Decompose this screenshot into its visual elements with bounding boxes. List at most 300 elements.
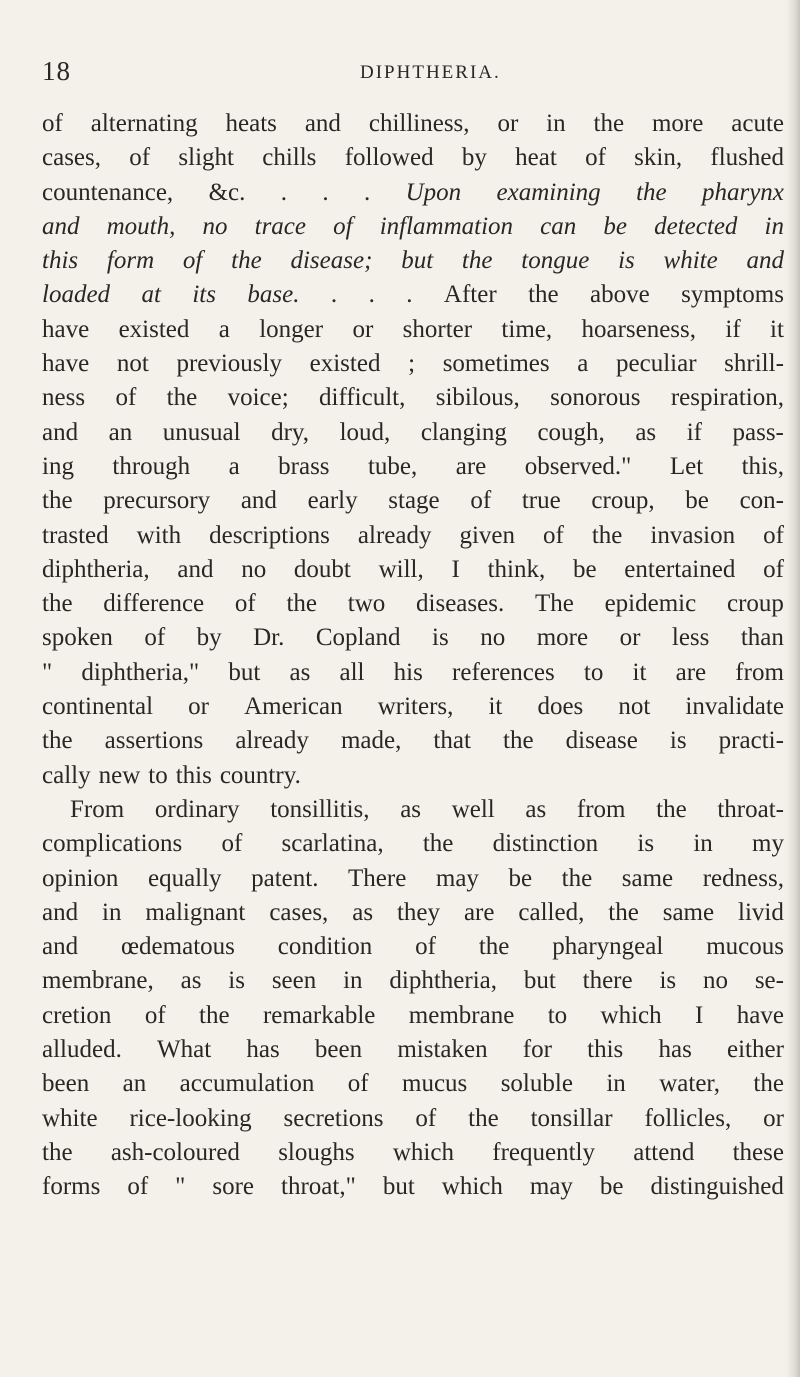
- word: or: [352, 315, 374, 343]
- text-line: [42, 1002, 784, 1036]
- word: that: [433, 727, 471, 755]
- word: this,: [741, 452, 784, 480]
- word: above: [590, 281, 650, 309]
- word: a: [228, 452, 240, 480]
- word: shorter: [402, 315, 473, 343]
- running-head: DIPHTHERIA.: [360, 62, 501, 83]
- word: descriptions: [209, 521, 330, 549]
- word: by: [461, 144, 487, 172]
- word: of: [115, 384, 137, 412]
- word: made,: [340, 727, 402, 755]
- word: croup: [726, 590, 784, 618]
- text-line: [42, 1036, 784, 1070]
- word: remarkable: [262, 1001, 376, 1029]
- word: heats: [225, 110, 277, 137]
- text-line: [42, 522, 784, 556]
- word: and: [42, 212, 80, 240]
- word: references: [452, 658, 555, 686]
- word: malignant: [145, 898, 246, 926]
- word: ash-coloured: [110, 1138, 240, 1166]
- word: the: [422, 830, 454, 858]
- word: diphtheria,": [81, 658, 200, 686]
- word: as: [400, 795, 422, 823]
- page-edge-shadow: [786, 0, 800, 1377]
- word: disease: [565, 727, 638, 755]
- word: the: [42, 487, 73, 515]
- word: as: [635, 418, 657, 446]
- word: observed.": [524, 452, 632, 480]
- word: this: [587, 1036, 624, 1064]
- word: be: [685, 487, 709, 515]
- word: ness: [42, 384, 86, 412]
- word: seen: [271, 967, 317, 995]
- word: accumulation: [179, 1070, 315, 1098]
- word: more: [651, 110, 704, 137]
- word: more: [536, 624, 589, 652]
- word: and: [304, 110, 341, 137]
- word: opinion: [42, 864, 119, 892]
- text-line: [42, 1173, 784, 1207]
- word: followed: [344, 144, 434, 172]
- word: these: [732, 1138, 784, 1166]
- word: which: [441, 1173, 503, 1201]
- word: the: [636, 178, 667, 206]
- word: already: [357, 521, 432, 549]
- word: of: [42, 110, 63, 137]
- word: the: [656, 795, 687, 823]
- text-line: [42, 213, 784, 247]
- word: of: [144, 624, 166, 652]
- text-line: [42, 1139, 784, 1173]
- word: mouth,: [106, 212, 176, 240]
- word: follicles,: [644, 1104, 732, 1132]
- word: of: [543, 521, 564, 549]
- word: by: [196, 624, 222, 652]
- word: alluded.: [42, 1036, 122, 1064]
- text-line: [42, 350, 784, 384]
- text-line: [42, 762, 784, 796]
- text-line: [42, 453, 784, 487]
- word: either: [727, 1036, 784, 1064]
- word: cally: [42, 761, 91, 789]
- word: ": [175, 1173, 186, 1201]
- word: skin,: [634, 144, 683, 172]
- word: dry,: [271, 418, 310, 446]
- word: symptoms: [681, 281, 784, 309]
- word: examining: [496, 178, 601, 206]
- text-line: [42, 796, 784, 830]
- word: the: [591, 521, 623, 549]
- word: pass-: [732, 418, 784, 446]
- text-line: [42, 693, 784, 727]
- word: in: [343, 967, 363, 995]
- word: assertions: [104, 727, 204, 755]
- word: has: [658, 1036, 692, 1064]
- word: as: [352, 898, 374, 926]
- word: if: [686, 418, 702, 446]
- word: trasted: [42, 521, 109, 549]
- word: unusual: [162, 418, 241, 446]
- word: in: [102, 898, 122, 926]
- word: loud,: [339, 418, 391, 446]
- word: or: [619, 624, 641, 652]
- word: the: [42, 590, 73, 618]
- word: of: [470, 487, 492, 515]
- word: disease;: [290, 247, 373, 275]
- body-text: [42, 110, 784, 1208]
- word: Copland: [315, 624, 401, 652]
- word: trace: [254, 212, 306, 240]
- word: been: [314, 1036, 363, 1064]
- word: as: [525, 795, 547, 823]
- word: shrill-: [724, 350, 784, 378]
- word: base.: [247, 281, 300, 309]
- text-line: [42, 419, 784, 453]
- text-line: [42, 624, 784, 658]
- word: Upon: [405, 178, 462, 206]
- text-line: [42, 384, 784, 418]
- word: given: [459, 521, 516, 549]
- word: but: [523, 967, 556, 995]
- word: condition: [277, 933, 373, 961]
- word: forms: [42, 1173, 101, 1201]
- word: epidemic: [604, 590, 697, 618]
- word: distinguished: [650, 1173, 784, 1201]
- word: ": [42, 658, 53, 686]
- word: and: [42, 418, 79, 446]
- word: .: [368, 281, 375, 309]
- word: to: [547, 1001, 568, 1029]
- word: chills: [262, 144, 317, 172]
- word: if: [725, 315, 741, 343]
- word: the: [503, 727, 534, 755]
- word: I: [451, 555, 460, 583]
- word: tonsillar: [530, 1104, 613, 1132]
- word: ing: [42, 452, 74, 480]
- text-line: [42, 316, 784, 350]
- word: and: [42, 898, 79, 926]
- word: to: [583, 658, 604, 686]
- word: same: [621, 864, 674, 892]
- word: is: [432, 624, 449, 652]
- word: this: [175, 761, 212, 789]
- word: voice;: [227, 384, 289, 412]
- word: existed: [309, 350, 381, 378]
- word: .: [363, 178, 371, 206]
- page-header: [42, 56, 782, 92]
- text-line: [42, 1070, 784, 1104]
- word: two: [347, 590, 386, 618]
- word: time,: [501, 315, 553, 343]
- word: clanging: [420, 418, 507, 446]
- word: from: [576, 795, 626, 823]
- word: may: [529, 1173, 573, 1201]
- word: the: [42, 1138, 73, 1166]
- word: cases,: [42, 144, 101, 172]
- word: croup,: [591, 487, 655, 515]
- word: membrane,: [42, 967, 154, 995]
- word: called,: [518, 898, 585, 926]
- word: are: [675, 658, 707, 686]
- text-line: [42, 830, 784, 864]
- word: of: [763, 555, 784, 583]
- word: There: [348, 864, 407, 892]
- word: What: [157, 1036, 212, 1064]
- word: no: [702, 967, 728, 995]
- word: for: [522, 1036, 552, 1064]
- word: are: [463, 898, 495, 926]
- word: I: [695, 1001, 704, 1029]
- word: sloughs: [278, 1138, 355, 1166]
- word: se-: [754, 967, 784, 995]
- word: be: [572, 555, 597, 583]
- word: it: [632, 658, 647, 686]
- word: difference: [103, 590, 205, 618]
- word: attend: [633, 1138, 695, 1166]
- word: practi-: [718, 727, 784, 755]
- word: livid: [738, 898, 784, 926]
- word: tongue: [521, 247, 590, 275]
- word: acute: [731, 110, 784, 137]
- word: the: [199, 1001, 230, 1029]
- word: chilliness,: [368, 110, 470, 137]
- word: of: [415, 1104, 437, 1132]
- word: in: [764, 212, 784, 240]
- word: the: [461, 247, 493, 275]
- word: invalidate: [685, 693, 784, 721]
- word: the: [608, 898, 639, 926]
- word: have: [42, 350, 90, 378]
- word: all: [339, 658, 365, 686]
- word: through: [112, 452, 191, 480]
- word: con-: [739, 487, 784, 515]
- word: which: [392, 1138, 454, 1166]
- word: is: [637, 830, 655, 858]
- word: mucous: [706, 933, 784, 961]
- word: of: [763, 521, 784, 549]
- word: is: [228, 967, 245, 995]
- word: than: [740, 624, 784, 652]
- word: no: [202, 212, 228, 240]
- word: as: [180, 967, 202, 995]
- word: from: [735, 658, 784, 686]
- word: sonorous: [550, 384, 641, 412]
- word: be: [599, 1173, 624, 1201]
- text-line: [42, 1105, 784, 1139]
- word: it: [488, 693, 503, 721]
- word: the: [478, 933, 510, 961]
- word: frequently: [492, 1138, 595, 1166]
- word: of: [333, 212, 353, 240]
- word: water,: [659, 1070, 720, 1098]
- word: new: [98, 761, 141, 789]
- word: complications: [42, 830, 183, 858]
- word: scarlatina,: [281, 830, 384, 858]
- text-line: [42, 590, 784, 624]
- word: spoken: [42, 624, 113, 652]
- word: throat,": [281, 1173, 356, 1201]
- word: .: [330, 281, 338, 309]
- text-line: [42, 967, 784, 1001]
- word: in: [693, 830, 713, 858]
- word: writers,: [377, 693, 454, 721]
- word: distinction: [492, 830, 599, 858]
- word: of: [234, 590, 256, 618]
- word: in: [546, 110, 566, 137]
- word: early: [307, 487, 358, 515]
- word: same: [662, 898, 715, 926]
- word: at: [141, 281, 161, 309]
- text-line: [42, 865, 784, 899]
- word: slight: [178, 144, 234, 172]
- word: has: [246, 1036, 280, 1064]
- word: country.: [219, 761, 301, 789]
- word: stage: [388, 487, 440, 515]
- page-number: 18: [42, 56, 71, 86]
- word: mucus: [402, 1070, 468, 1098]
- text-line: [42, 179, 784, 213]
- word: in: [606, 1070, 626, 1098]
- word: the: [286, 590, 318, 618]
- word: Dr.: [253, 624, 285, 652]
- word: and: [746, 247, 784, 275]
- word: existed: [118, 315, 190, 343]
- word: of: [221, 830, 243, 858]
- word: peculiar: [616, 350, 697, 378]
- word: rice-looking: [129, 1104, 252, 1132]
- word: but: [401, 247, 434, 275]
- word: the: [231, 247, 262, 275]
- text-line: [42, 487, 784, 521]
- word: my: [752, 830, 784, 858]
- word: have: [736, 1001, 784, 1029]
- word: &c.: [208, 178, 246, 206]
- word: sometimes: [442, 350, 550, 378]
- word: mistaken: [397, 1036, 488, 1064]
- word: of: [127, 1173, 149, 1201]
- text-line: [42, 247, 784, 281]
- word: of: [347, 1070, 369, 1098]
- word: are: [455, 452, 487, 480]
- word: they: [396, 898, 441, 926]
- word: form: [106, 247, 155, 275]
- word: well: [451, 795, 495, 823]
- word: with: [136, 521, 182, 549]
- word: or: [188, 693, 209, 721]
- word: soluble: [500, 1070, 573, 1098]
- text-line: [42, 933, 784, 967]
- word: as: [289, 658, 311, 686]
- word: tube,: [367, 452, 418, 480]
- word: diphtheria,: [42, 555, 150, 583]
- word: not: [618, 693, 651, 721]
- word: patent.: [251, 864, 319, 892]
- word: less: [671, 624, 710, 652]
- word: throat-: [717, 795, 784, 823]
- word: inflammation: [379, 212, 514, 240]
- word: the: [166, 384, 198, 412]
- word: After: [443, 281, 497, 309]
- word: heat: [515, 144, 557, 172]
- text-line: [42, 281, 784, 315]
- word: pharyngeal: [552, 933, 664, 961]
- word: have: [42, 315, 90, 343]
- word: a: [218, 315, 230, 343]
- word: white: [42, 1104, 98, 1132]
- word: sore: [212, 1173, 255, 1201]
- word: previously: [176, 350, 282, 378]
- word: of: [129, 144, 151, 172]
- word: this: [42, 247, 79, 275]
- word: From: [70, 795, 125, 823]
- text-line: [42, 899, 784, 933]
- word: diphtheria,: [389, 967, 497, 995]
- word: .: [280, 178, 287, 206]
- word: an: [108, 418, 133, 446]
- word: its: [192, 281, 216, 309]
- word: respiration,: [670, 384, 784, 412]
- word: .: [322, 178, 329, 206]
- word: doubt: [293, 555, 351, 583]
- word: the: [528, 281, 559, 309]
- word: the: [42, 727, 73, 755]
- word: or: [497, 110, 519, 137]
- word: but: [228, 658, 261, 686]
- word: or: [763, 1104, 784, 1132]
- word: the: [468, 1104, 499, 1132]
- word: not: [116, 350, 149, 378]
- word: will,: [378, 555, 424, 583]
- word: cases,: [269, 898, 329, 926]
- word: detected: [654, 212, 738, 240]
- word: is: [659, 967, 677, 995]
- word: it: [770, 315, 784, 343]
- word: alternating: [90, 110, 198, 137]
- word: equally: [147, 864, 222, 892]
- word: cough,: [537, 418, 605, 446]
- word: may: [435, 864, 479, 892]
- word: redness,: [702, 864, 784, 892]
- word: be: [508, 864, 533, 892]
- word: of: [182, 247, 203, 275]
- word: an: [122, 1070, 147, 1098]
- word: think,: [487, 555, 546, 583]
- word: but: [382, 1173, 415, 1201]
- word: diseases.: [416, 590, 505, 618]
- word: to: [148, 761, 168, 789]
- word: a: [577, 350, 589, 378]
- word: brass: [278, 452, 330, 480]
- word: secretions: [283, 1104, 384, 1132]
- word: membrane: [408, 1001, 515, 1029]
- word: no: [480, 624, 506, 652]
- word: of: [415, 933, 436, 961]
- word: œdematous: [121, 933, 235, 961]
- word: is: [669, 727, 687, 755]
- word: white: [663, 247, 718, 275]
- word: continental: [42, 693, 154, 721]
- text-line: [42, 659, 784, 693]
- word: and: [240, 487, 277, 515]
- word: countenance,: [42, 178, 174, 206]
- word: been: [42, 1070, 90, 1098]
- word: does: [537, 693, 584, 721]
- word: already: [235, 727, 309, 755]
- word: be: [603, 212, 628, 240]
- word: pharynx: [701, 178, 784, 206]
- word: hoarseness,: [581, 315, 697, 343]
- word: which: [600, 1001, 662, 1029]
